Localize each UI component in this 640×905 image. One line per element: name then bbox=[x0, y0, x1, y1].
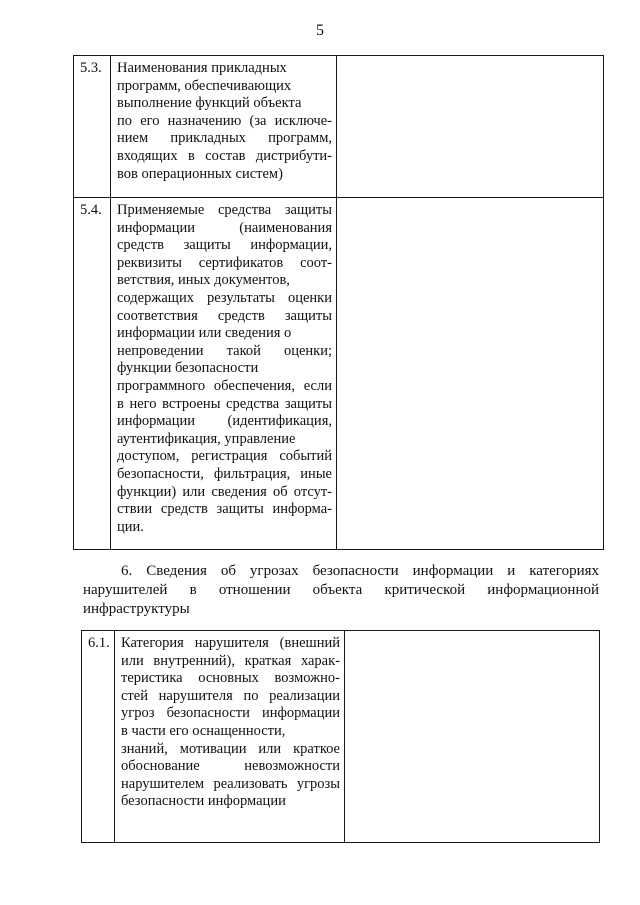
description-line: информации (наименования bbox=[117, 219, 332, 236]
description-line: Наименования прикладных bbox=[117, 60, 287, 76]
description-line: непроведении такой оценки; bbox=[117, 342, 332, 359]
table-row-5-3 bbox=[74, 56, 604, 198]
row-description-5-3 bbox=[111, 56, 337, 198]
row-value-5-4[interactable] bbox=[337, 198, 604, 550]
description-line: соответствия средств защиты bbox=[117, 307, 332, 324]
description-line: в части его оснащенности, bbox=[121, 722, 286, 739]
description-line: программ, обеспечивающих bbox=[117, 77, 292, 94]
description-line: знаний, мотивации или краткое bbox=[121, 740, 340, 757]
description-line: функции) или сведения об отсут- bbox=[117, 483, 332, 500]
description-line: информации или сведения о bbox=[117, 325, 292, 342]
description-line: программного обеспечения, если bbox=[117, 377, 332, 394]
description-line: Категория нарушителя (внешний bbox=[121, 635, 340, 651]
description-line: функции безопасности bbox=[117, 360, 259, 377]
row-number-5-4: 5.4. bbox=[74, 198, 111, 550]
description-line: обоснование невозможности bbox=[121, 758, 340, 775]
description-line: средств защиты информации, bbox=[117, 237, 332, 254]
description-line: теристика основных возможно- bbox=[121, 670, 340, 687]
page-number: 5 bbox=[316, 22, 324, 39]
description-line: вов операционных систем) bbox=[117, 165, 283, 182]
description-line: нием прикладных программ, bbox=[117, 130, 332, 147]
description-line: выполнение функций объекта bbox=[117, 95, 302, 112]
heading-line: нарушителей в отношении объекта критической информационной bbox=[83, 582, 599, 598]
description-line: ствии средств защиты информа- bbox=[117, 501, 332, 518]
description-line: безопасности, фильтрация, иные bbox=[117, 465, 332, 482]
description-line: в него встроены средства защиты bbox=[117, 395, 332, 412]
description-line: входящих в состав дистрибути- bbox=[117, 147, 332, 164]
description-line: информации (идентификация, bbox=[117, 413, 332, 430]
description-line: по его назначению (за исключе- bbox=[117, 112, 332, 129]
description-line: безопасности информации bbox=[121, 793, 286, 810]
row-description-6-1 bbox=[115, 631, 345, 843]
section-6-heading bbox=[83, 562, 599, 619]
description-line: стей нарушителя по реализации bbox=[121, 687, 340, 704]
description-line: ветствия, иных документов, bbox=[117, 272, 290, 289]
description-line: доступом, регистрация событий bbox=[117, 448, 332, 465]
heading-line: 6. Сведения об угрозах безопасности информации и категориях bbox=[121, 563, 599, 579]
row-number-5-3: 5.3. bbox=[74, 56, 111, 198]
heading-line: инфраструктуры bbox=[83, 601, 190, 617]
description-line: угроз безопасности информации bbox=[121, 705, 340, 722]
form-table-section-6 bbox=[81, 630, 600, 843]
row-description-5-4 bbox=[111, 198, 337, 550]
description-line: аутентификация, управление bbox=[117, 430, 296, 447]
description-line: нарушителем реализовать угрозы bbox=[121, 775, 340, 792]
row-value-6-1[interactable] bbox=[345, 631, 600, 843]
description-line: реквизиты сертификатов соот- bbox=[117, 254, 332, 271]
row-number-6-1: 6.1. bbox=[82, 631, 115, 843]
table-row-5-4 bbox=[74, 198, 604, 550]
description-line: Применяемые средства защиты bbox=[117, 202, 332, 218]
description-line: ции. bbox=[117, 518, 144, 535]
row-value-5-3[interactable] bbox=[337, 56, 604, 198]
description-line: содержащих результаты оценки bbox=[117, 289, 332, 306]
table-row-6-1 bbox=[82, 631, 600, 843]
description-line: или внутренний), краткая харак- bbox=[121, 652, 340, 669]
form-table-section-5 bbox=[73, 55, 604, 550]
